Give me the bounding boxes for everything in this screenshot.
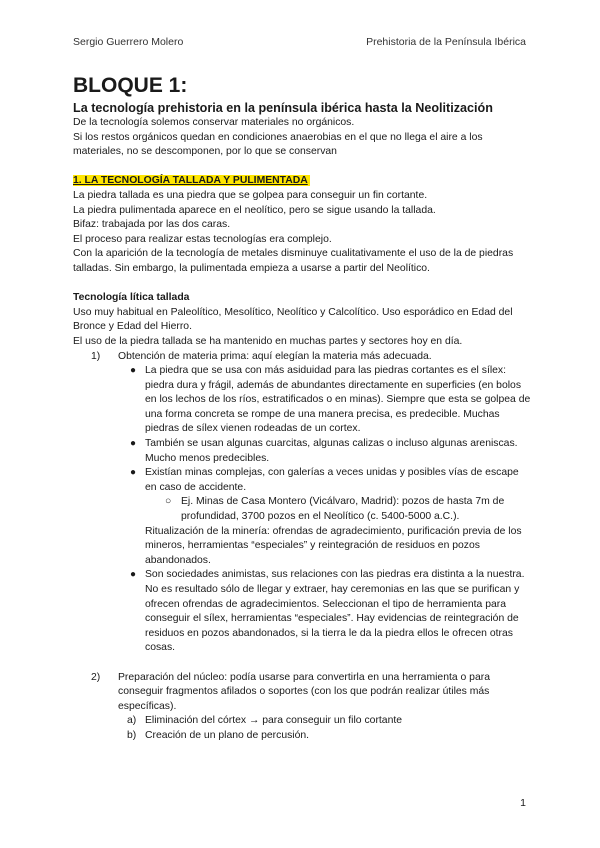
bullet-item	[118, 437, 533, 466]
bullet-icon: ●	[130, 467, 137, 479]
alpha-text: Creación de un plano de percusión.	[145, 729, 310, 741]
sub-bullets	[145, 495, 533, 524]
ritual-text: Ritualización de la minería: ofrendas de agradecimiento, purificación previa de los mineros, herramientas “especiales” y reintegración de residuos en pozos abandonados.	[145, 525, 522, 566]
section-1-line-1: La piedra tallada es una piedra que se golpea para conseguir un fin cortante.	[73, 189, 428, 201]
lithic-title: Tecnología lítica tallada	[73, 292, 190, 304]
lithic-line-2: El uso de la piedra tallada se ha mantenido en muchas partes y sectores hoy en día.	[73, 335, 463, 347]
spacer	[73, 160, 533, 175]
bullet-icon: ●	[130, 365, 137, 377]
section-1-line-4: El proceso para realizar estas tecnologías era complejo.	[73, 233, 332, 245]
alpha-item	[118, 714, 533, 729]
bullet-item	[118, 466, 533, 568]
step-marker: 1)	[91, 350, 101, 362]
header-author: Sergio Guerrero Molero	[73, 36, 184, 48]
bullet-text: Son sociedades animistas, sus relaciones con las piedras era distinta a la nuestra. No es resultado sólo de llegar y extraer, hay ceremonias en las que se purifican y ofrecen ofrendas de agradecimientos. Seleccionan el tipo de herramienta para conseguir el sílex, herramientas “especiales”. Hay evidencias de reintegración de residuos en pozos abandonados, si la tierra le da la piedra ellos le ofrecen otras cosas.	[145, 569, 525, 654]
section-1-title	[73, 174, 533, 189]
section-1-title-text: 1. LA TECNOLOGÍA TALLADA Y PULIMENTADA	[73, 175, 308, 187]
section-1-line-3: Bifaz: trabajada por las dos caras.	[73, 219, 231, 231]
sub-bullet-text: Ej. Minas de Casa Montero (Vicálvaro, Madrid): pozos de hasta 7m de profundidad, 3700 pozos en el Neolítico (c. 5400-5000 a.C.).	[181, 496, 505, 523]
lithic-steps	[73, 350, 533, 744]
step-1-bullets	[118, 364, 533, 656]
step-1	[73, 350, 533, 671]
spacer	[73, 277, 533, 292]
intro-line-1: De la tecnología solemos conservar materiales no orgánicos.	[73, 117, 355, 128]
header-course: Prehistoria de la Península Ibérica	[366, 36, 526, 48]
step-2	[73, 671, 533, 744]
block-title: BLOQUE 1:	[73, 74, 188, 97]
section-1-line-5: Con la aparición de la tecnología de metales disminuye cualitativamente el uso de la de piedras talladas. Sin embargo, la pulimentada empieza a usarse a partir del Neolítico.	[73, 248, 514, 274]
alpha-marker: a)	[127, 715, 137, 727]
bullet-text: También se usan algunas cuarcitas, algunas calizas o incluso algunas areniscas. Mucho menos predecibles.	[145, 438, 518, 464]
circle-bullet-icon: ○	[165, 496, 172, 508]
step-2-substeps	[118, 714, 533, 743]
section-1-line-2: La piedra pulimentada aparece en el neolítico, pero se sigue usando la tallada.	[73, 204, 436, 216]
spacer	[118, 656, 533, 671]
sub-bullet-item	[145, 495, 533, 524]
bullet-icon: ●	[130, 438, 137, 450]
page-number: 1	[520, 797, 526, 809]
bullet-text: La piedra que se usa con más asiduidad para las piedras cortantes es el sílex: piedra dura y frágil, además de abundantes directamente en superficies (en bolos en los lechos de los ríos, estratificados o en minas). Siempre que esta se golpea de una forma concreta se rompe de una manera precisa, es predecible. Muchas piedras de sílex vienen rodeadas de un cortex.	[145, 365, 531, 435]
alpha-marker: b)	[127, 729, 137, 741]
intro-line-2: Si los restos orgánicos quedan en condiciones anaerobias en el que no llega el aire a los materiales, no se descomponen, por lo que se conservan	[73, 131, 483, 158]
step-marker: 2)	[91, 671, 101, 683]
step-text: Obtención de materia prima: aquí elegían la materia más adecuada.	[118, 350, 432, 362]
bullet-icon: ●	[130, 569, 137, 581]
bullet-item	[118, 568, 533, 656]
lithic-line-1: Uso muy habitual en Paleolítico, Mesolítico, Neolítico y Calcolítico. Uso esporádico en Edad del Bronce y Edad del Hierro.	[73, 306, 513, 333]
alpha-text: Eliminación del córtex → para conseguir un filo cortante	[145, 715, 403, 727]
bullet-text: Existían minas complejas, con galerías a veces unidas y posibles vías de escape en caso de accidente.	[145, 467, 519, 493]
step-text: Preparación del núcleo: podía usarse para convertirla en una herramienta o para conseguir fragmentos afilados o soportes (con los que podrán realizar útiles más específicas).	[118, 671, 490, 712]
alpha-item	[118, 729, 533, 744]
bullet-item	[118, 364, 533, 437]
document-body	[73, 73, 533, 744]
document-subtitle: La tecnología prehistoria en la península ibérica hasta la Neolitización	[73, 101, 493, 115]
